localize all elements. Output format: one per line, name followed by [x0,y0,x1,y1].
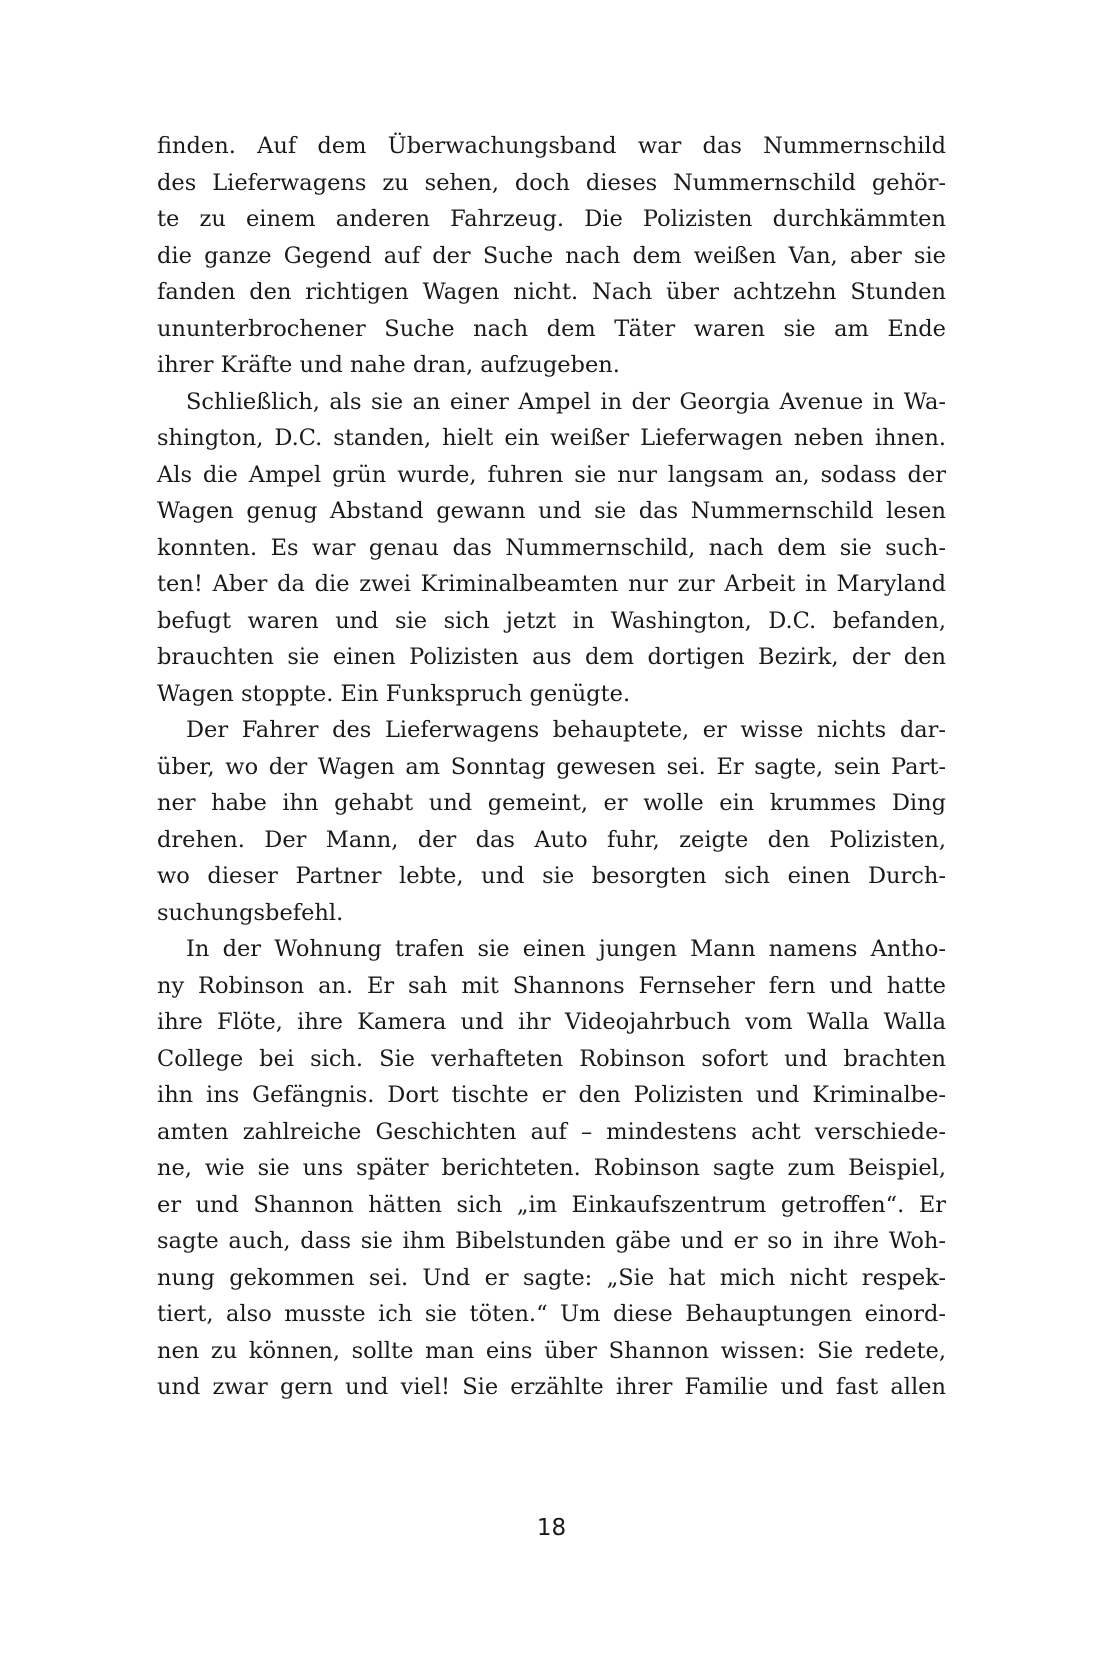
text-line: des Lieferwagens zu sehen, doch dieses Nummernschild gehör- [157,169,946,196]
text-line: ununterbrochener Suche nach dem Täter waren sie am Ende [157,315,946,342]
text-line: ny Robinson an. Er sah mit Shannons Fernseher fern und hatte [157,972,946,999]
paragraph [157,712,946,931]
text-line: ten! Aber da die zwei Kriminalbeamten nur zur Arbeit in Maryland [157,571,946,597]
text-line: ne, wie sie uns später berichteten. Robinson sagte zum Beispiel, [157,1155,946,1181]
paragraph [157,931,946,1406]
text-line: fanden den richtigen Wagen nicht. Nach über achtzehn Stunden [157,279,946,305]
text-line: sagte auch, dass sie ihm Bibelstunden gäbe und er so in ihre Woh- [157,1228,946,1254]
text-line: drehen. Der Mann, der das Auto fuhr, zeigte den Polizisten, [157,826,946,853]
text-line: befugt waren und sie sich jetzt in Washington, D.C. befanden, [157,607,946,634]
text-line: ner habe ihn gehabt und gemeint, er wolle ein krummes Ding [157,790,946,816]
text-line: suchungsbefehl. [157,899,344,926]
text-line: In der Wohnung trafen sie einen jungen Mann namens Antho- [186,936,946,962]
text-line: shington, D.C. standen, hielt ein weißer Lieferwagen neben ihnen. [157,425,946,451]
text-line: amten zahlreiche Geschichten auf – mindestens acht verschiede- [157,1118,946,1145]
text-line: nung gekommen sei. Und er sagte: „Sie hat mich nicht respek- [157,1264,946,1291]
text-line: ihn ins Gefängnis. Dort tischte er den Polizisten und Kriminalbe- [157,1082,946,1108]
paragraph [157,384,946,713]
page-number: 18 [536,1515,567,1541]
text-line: te zu einem anderen Fahrzeug. Die Polizisten durchkämmten [157,206,946,232]
text-line: Wagen genug Abstand gewann und sie das Nummernschild lesen [157,498,946,524]
text-line: konnten. Es war genau das Nummernschild, nach dem sie such- [157,534,946,561]
text-line: Schließlich, als sie an einer Ampel in der Georgia Avenue in Wa- [186,388,946,415]
text-line: über, wo der Wagen am Sonntag gewesen sei. Er sagte, sein Part- [157,753,946,780]
text-line: wo dieser Partner lebte, und sie besorgten sich einen Durch- [157,863,946,889]
text-line: College bei sich. Sie verhafteten Robinson sofort und brachten [157,1045,946,1072]
text-line: und zwar gern und viel! Sie erzählte ihrer Familie und fast allen [157,1374,946,1400]
text-line: nen zu können, sollte man eins über Shannon wissen: Sie redete, [157,1337,946,1364]
text-line: Der Fahrer des Lieferwagens behauptete, er wisse nichts dar- [186,717,946,743]
text-line: Als die Ampel grün wurde, fuhren sie nur langsam an, sodass der [157,461,946,488]
body-text [157,128,946,1406]
text-line: brauchten sie einen Polizisten aus dem dortigen Bezirk, der den [157,644,946,670]
paragraph [157,128,946,384]
text-line: ihrer Kräfte und nahe dran, aufzugeben. [157,352,620,378]
text-line: finden. Auf dem Überwachungsband war das Nummernschild [157,133,946,159]
text-line: Wagen stoppte. Ein Funkspruch genügte. [157,680,631,707]
text-line: tiert, also musste ich sie töten.“ Um diese Behauptungen einord- [157,1301,946,1327]
text-line: er und Shannon hätten sich „im Einkaufszentrum getroffen“. Er [157,1191,946,1218]
text-line: ihre Flöte, ihre Kamera und ihr Videojahrbuch vom Walla Walla [157,1009,946,1035]
text-line: die ganze Gegend auf der Suche nach dem weißen Van, aber sie [157,242,946,269]
